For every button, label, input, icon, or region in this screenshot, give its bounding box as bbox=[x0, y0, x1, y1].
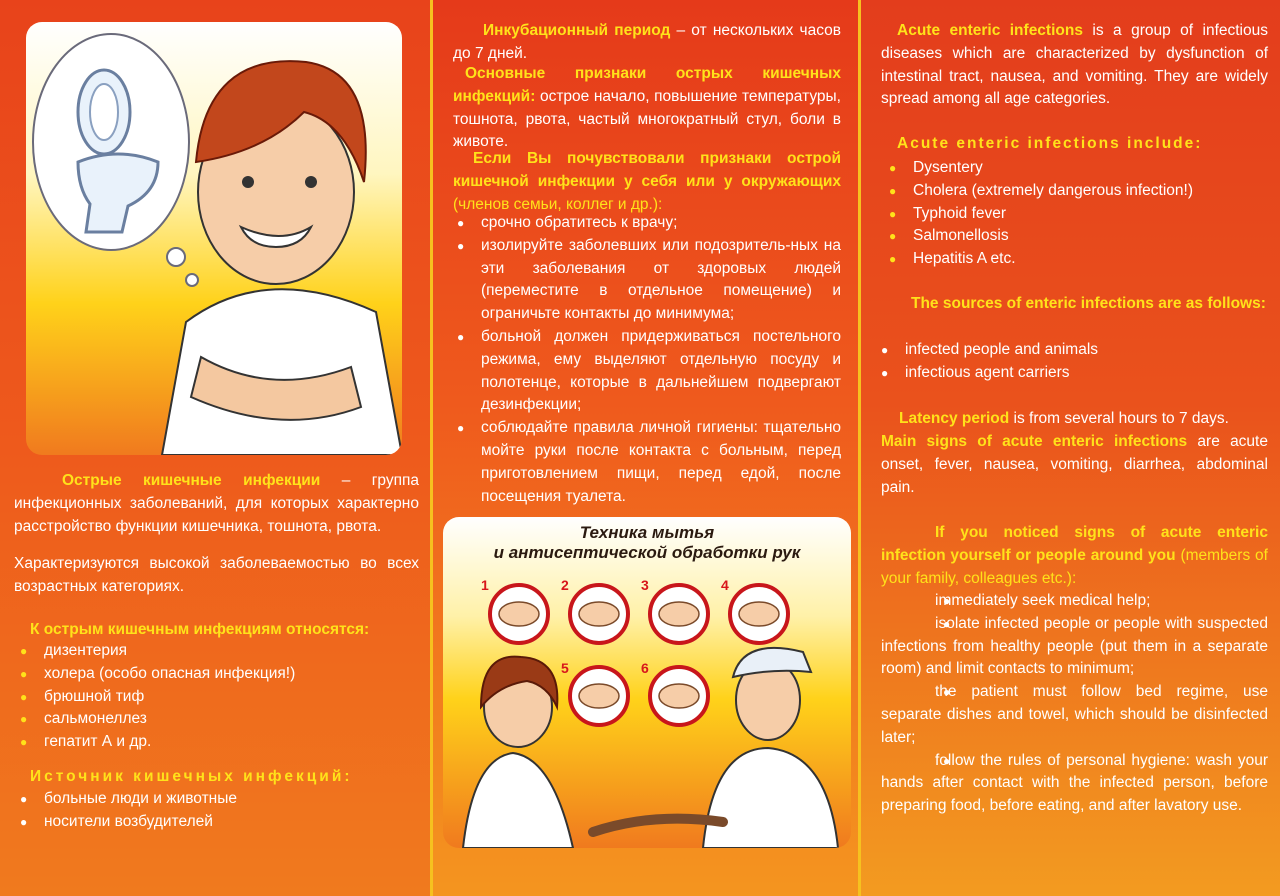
intro-paragraph bbox=[14, 470, 419, 538]
step-number: 1 bbox=[481, 577, 489, 593]
intro-term: Острые кишечные инфекции bbox=[62, 472, 321, 489]
step-number: 4 bbox=[721, 577, 729, 593]
poster-characters-drawing bbox=[443, 517, 851, 848]
en-intro-paragraph bbox=[881, 20, 1268, 111]
list-item: ● the patient must follow bed regime, use separate dishes and towel, which should be disinfected later; bbox=[881, 681, 1268, 749]
en-latency-text: is from several hours to 7 days. bbox=[1009, 410, 1229, 427]
list-item: ● дизентерия bbox=[12, 640, 412, 663]
sick-boy-illustration bbox=[26, 22, 402, 455]
list-item: ● изолируйте заболевших или подозритель-ных на эти заболевания от здоровых людей (переместите в отдельное помещение) и ограничьте контакты до минимума; bbox=[449, 235, 841, 326]
include-list bbox=[12, 640, 412, 754]
en-action-list bbox=[881, 590, 1268, 818]
en-latency-paragraph bbox=[881, 408, 1268, 431]
source-heading: Источник кишечных инфекций: bbox=[30, 768, 353, 785]
poster-title-line-1: Техника мытья bbox=[579, 523, 715, 542]
incubation-text: – от нескольких часов до 7 дней. bbox=[453, 22, 841, 62]
action-list bbox=[449, 212, 841, 508]
handwashing-poster bbox=[443, 517, 851, 848]
en-sources-list bbox=[873, 339, 1268, 385]
signs-paragraph bbox=[453, 63, 841, 154]
right-panel bbox=[858, 0, 1280, 896]
list-item: ● Salmonellosis bbox=[881, 225, 1271, 248]
list-item: ● Cholera (extremely dangerous infection!) bbox=[881, 180, 1271, 203]
list-item: ● больной должен придерживаться постельного режима, ему выделяют отдельную посуду и полотенце, которые в дальнейшем подвергают дезинфекции; bbox=[449, 326, 841, 417]
en-signs-term: Main signs of acute enteric infections bbox=[881, 433, 1188, 450]
middle-panel bbox=[430, 0, 858, 896]
incubation-paragraph bbox=[453, 20, 841, 66]
en-action-term: If you noticed signs of acute enteric infection yourself or people around you bbox=[881, 524, 1268, 564]
step-number: 2 bbox=[561, 577, 569, 593]
incubation-term: Инкубационный период bbox=[483, 22, 671, 39]
action-paren: (членов семьи, коллег и др.): bbox=[453, 195, 663, 213]
step-number: 3 bbox=[641, 577, 649, 593]
list-item: ● follow the rules of personal hygiene: wash your hands after contact with the infected person, before preparing food, before eating, and after lavatory use. bbox=[881, 750, 1268, 818]
left-panel bbox=[0, 0, 430, 896]
list-item: ● Dysentery bbox=[881, 157, 1271, 180]
list-item: ● сальмонеллез bbox=[12, 708, 412, 731]
list-item: ● infectious agent carriers bbox=[873, 362, 1268, 385]
en-signs-paragraph bbox=[881, 431, 1268, 499]
list-item: ● immediately seek medical help; bbox=[881, 590, 1268, 613]
en-include-list bbox=[881, 157, 1271, 271]
sick-boy-drawing bbox=[26, 22, 402, 455]
signs-term: Основные признаки острых кишечных инфекций: bbox=[453, 65, 841, 105]
en-intro-term: Acute enteric infections bbox=[897, 22, 1083, 39]
list-item: ● срочно обратитесь к врачу; bbox=[449, 212, 841, 235]
en-sources-heading bbox=[881, 293, 1268, 316]
list-item: ● isolate infected people or people with suspected infections from healthy people (put them in a separate room) and limit contacts to minimum; bbox=[881, 613, 1268, 681]
signs-text: острое начало, повышение температуры, тошнота, рвота, частый многократный стул, боли в животе. bbox=[453, 87, 841, 151]
list-item: ● соблюдайте правила личной гигиены: тщательно мойте руки после контакта с больным, перед приготовлением пищи, перед едой, после посещения туалета. bbox=[449, 417, 841, 508]
list-item: ● холера (особо опасная инфекция!) bbox=[12, 663, 412, 686]
list-item: ● брюшной тиф bbox=[12, 686, 412, 709]
en-intro-text: is a group of infectious diseases which are characterized by dysfunction of intestinal tract, nausea, and vomiting. They are widely spread among all age categories. bbox=[881, 22, 1268, 108]
intro-paragraph-2: Характеризуются высокой заболеваемостью во всех возрастных категориях. bbox=[14, 555, 419, 595]
en-signs-text: are acute onset, fever, nausea, vomiting, diarrhea, abdominal pain. bbox=[881, 433, 1268, 496]
list-item: ● больные люди и животные bbox=[12, 788, 412, 811]
action-paragraph bbox=[453, 148, 841, 216]
source-list bbox=[12, 788, 412, 834]
en-action-paragraph bbox=[881, 522, 1268, 590]
en-latency-term: Latency period bbox=[899, 410, 1010, 427]
list-item: ● Typhoid fever bbox=[881, 203, 1271, 226]
step-number: 6 bbox=[641, 660, 649, 676]
action-term: Если Вы почувствовали признаки острой кишечной инфекции у себя или у окружающих bbox=[453, 150, 841, 190]
en-include-heading: Acute enteric infections include: bbox=[897, 135, 1203, 152]
en-sources-heading-text: The sources of enteric infections are as follows: bbox=[911, 295, 1266, 312]
list-item: ● носители возбудителей bbox=[12, 811, 412, 834]
step-number: 5 bbox=[561, 660, 569, 676]
intro-text: – группа инфекционных заболеваний, для которых характерно расстройство функции кишечника, тошнота, рвота. bbox=[14, 472, 419, 535]
include-heading: К острым кишечным инфекциям относятся: bbox=[30, 621, 370, 638]
list-item: ● infected people and animals bbox=[873, 339, 1268, 362]
list-item: ● Hepatitis A etc. bbox=[881, 248, 1271, 271]
poster-title-line-2: и антисептической обработки рук bbox=[493, 543, 801, 562]
en-action-paren: (members of your family, colleagues etc.): bbox=[881, 546, 1268, 587]
list-item: ● гепатит А и др. bbox=[12, 731, 412, 754]
